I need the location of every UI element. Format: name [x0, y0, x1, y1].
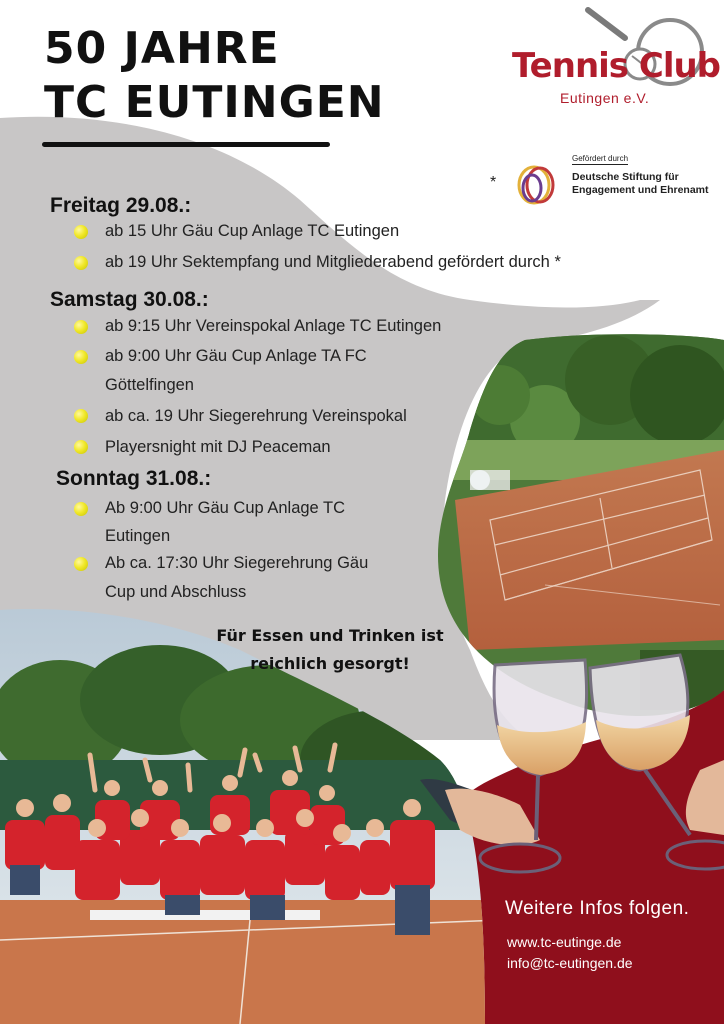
more-info-text: Weitere Infos folgen.	[505, 898, 690, 919]
schedule-item: Ab ca. 17:30 Uhr Siegerehrung Gäu	[105, 554, 369, 572]
tennis-ball-icon	[74, 256, 88, 270]
logo-subtitle: Eutingen e.V.	[560, 90, 650, 106]
headline-line-1: 50 JAHRE	[44, 23, 280, 74]
schedule-item: Playersnight mit DJ Peaceman	[105, 438, 331, 456]
food-note	[200, 622, 460, 678]
day-heading-friday: Freitag 29.08.:	[50, 194, 192, 217]
schedule-item: ab 9:15 Uhr Vereinspokal Anlage TC Eutingen	[105, 317, 442, 335]
sponsor-name-line-2: Engagement und Ehrenamt	[572, 184, 709, 196]
tennis-ball-icon	[74, 440, 88, 454]
logo-title: Tennis Club	[512, 46, 721, 86]
sponsor-label: Gefördert durch	[572, 154, 629, 163]
schedule-item: ab 15 Uhr Gäu Cup Anlage TC Eutingen	[105, 222, 400, 240]
food-note-line-2: reichlich gesorgt!	[250, 654, 410, 673]
headline-underline	[42, 142, 330, 147]
tennis-ball-icon	[74, 350, 88, 364]
sponsor-block	[490, 152, 720, 202]
headline-line-2: TC EUTINGEN	[44, 77, 385, 128]
tennis-ball-icon	[74, 557, 88, 571]
schedule-item-continued: Eutingen	[105, 527, 171, 545]
contact-block	[507, 932, 633, 974]
sponsor-star: *	[490, 174, 497, 191]
schedule-item: ab 19 Uhr Sektempfang und Mitgliederabend gefördert durch *	[105, 253, 561, 271]
schedule-item: Ab 9:00 Uhr Gäu Cup Anlage TC	[105, 499, 346, 517]
tennis-ball-icon	[74, 320, 88, 334]
poster-headline	[44, 22, 385, 130]
day-heading-sunday: Sonntag 31.08.:	[56, 467, 212, 490]
schedule-item: ab 9:00 Uhr Gäu Cup Anlage TA FC	[105, 347, 367, 365]
schedule-item: ab ca. 19 Uhr Siegerehrung Vereinspokal	[105, 407, 407, 425]
sponsor-name	[572, 171, 709, 197]
email-link[interactable]: info@tc-eutingen.de	[507, 955, 633, 971]
tennis-ball-icon	[74, 225, 88, 239]
tennis-ball-icon	[74, 502, 88, 516]
club-logo	[512, 8, 721, 108]
tennis-ball-icon	[74, 409, 88, 423]
food-note-line-1: Für Essen und Trinken ist	[216, 626, 444, 645]
schedule-item-continued: Göttelfingen	[105, 376, 194, 394]
day-heading-saturday: Samstag 30.08.:	[50, 288, 209, 311]
schedule-item-continued: Cup und Abschluss	[105, 583, 247, 601]
website-link[interactable]: www.tc-eutinge.de	[507, 934, 622, 950]
sponsor-name-line-1: Deutsche Stiftung für	[572, 171, 679, 183]
